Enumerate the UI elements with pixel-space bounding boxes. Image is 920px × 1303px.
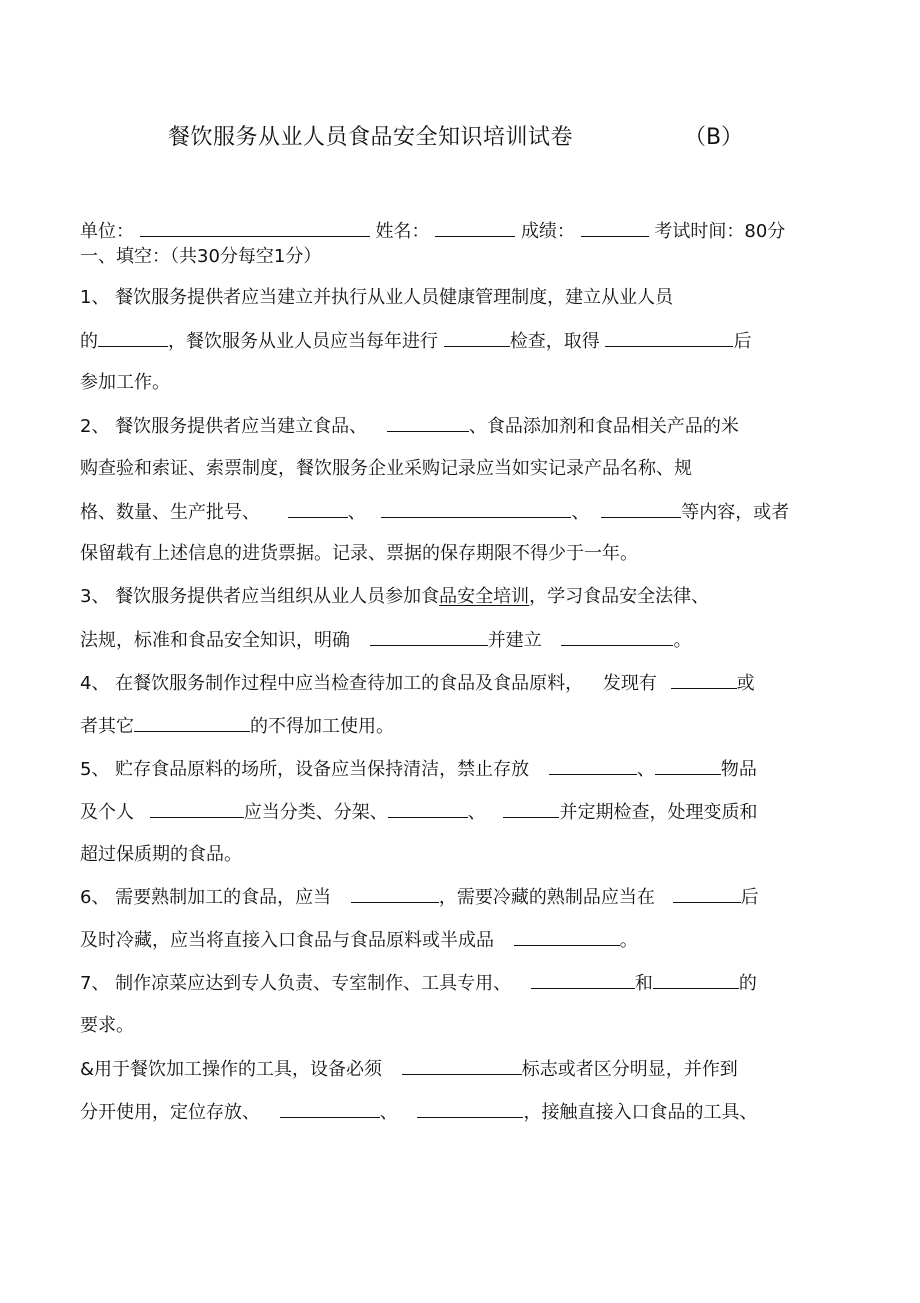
q2-blank-2[interactable]	[288, 499, 348, 518]
q1-text: 后	[733, 331, 752, 352]
q6-text: 。	[619, 930, 638, 951]
q2-blank-1[interactable]	[387, 413, 469, 432]
section-heading: 一、填空：（共30分每空1分）	[80, 246, 322, 267]
q7-text: 7、 制作凉菜应达到专人负责、专室制作、工具专用、	[80, 973, 512, 994]
q4-text: 4、 在餐饮服务制作过程中应当检查待加工的食品及食品原料，	[80, 673, 584, 694]
q2-text: 、	[347, 502, 366, 523]
info-line	[80, 218, 785, 245]
q3-text: 法规，标准和食品安全知识，明确	[80, 630, 350, 651]
q2-text: 格、数量、生产批号、	[80, 502, 260, 523]
q2-line1	[80, 413, 739, 440]
q8-text: 分开使用，定位存放、	[80, 1102, 260, 1123]
q7-text: 和	[634, 973, 653, 994]
q2-line3	[80, 499, 789, 526]
q1-line2	[80, 328, 820, 355]
name-blank[interactable]	[435, 218, 515, 237]
q5-text: 物品	[720, 759, 757, 780]
q1-text: 的	[80, 331, 98, 352]
q3-text: 并建立	[487, 630, 542, 651]
q1-text: ，餐饮服务从业人员应当每年进行	[168, 331, 438, 352]
q2-line2: 购查验和索证、索票制度，餐饮服务企业采购记录应当如实记录产品名称、规	[80, 458, 692, 479]
q7-blank-1[interactable]	[531, 970, 635, 989]
q5-text: 应当分类、分架、	[243, 802, 388, 823]
q5-text: 、	[467, 802, 486, 823]
q1-blank-3[interactable]	[605, 328, 733, 347]
q3-blank-1[interactable]	[370, 627, 488, 646]
q7-line1	[80, 970, 757, 997]
q5-blank-3[interactable]	[150, 799, 244, 818]
q4-blank-1[interactable]	[671, 670, 737, 689]
unit-blank[interactable]	[140, 218, 370, 237]
q4-text: 或	[736, 673, 755, 694]
document-title: 餐饮服务从业人员食品安全知识培训试卷	[168, 125, 574, 150]
q4-line1	[80, 670, 755, 697]
q7-blank-2[interactable]	[653, 970, 739, 989]
q8-text: &用于餐饮加工操作的工具，设备必须	[80, 1059, 383, 1080]
q8-text: 、	[379, 1102, 398, 1123]
q4-line2	[80, 713, 394, 740]
q8-text: 标志或者区分明显，并作到	[521, 1059, 738, 1080]
q6-blank-3[interactable]	[514, 927, 620, 946]
q8-line1	[80, 1056, 738, 1083]
q1-line3: 参加工作。	[80, 372, 170, 393]
q8-blank-2[interactable]	[280, 1099, 380, 1118]
q3-text: 。	[673, 630, 692, 651]
q5-text: 及个人	[80, 802, 134, 823]
q5-text: 、	[636, 759, 655, 780]
q2-blank-4[interactable]	[601, 499, 681, 518]
q2-text: 2、 餐饮服务提供者应当建立食品、	[80, 416, 368, 437]
q2-text: 、	[571, 502, 590, 523]
q5-blank-5[interactable]	[503, 799, 559, 818]
q4-text: 的不得加工使用。	[250, 716, 394, 737]
q2-blank-3[interactable]	[381, 499, 571, 518]
q3-underlined-text: 品安全培训	[439, 586, 530, 607]
score-label: 成绩：	[520, 221, 575, 242]
q6-line1	[80, 884, 759, 911]
q6-text: 6、 需要熟制加工的食品，应当	[80, 887, 332, 908]
q1-blank-2[interactable]	[444, 328, 510, 347]
q3-line2	[80, 627, 691, 654]
q1-blank-1[interactable]	[98, 328, 168, 347]
q6-blank-2[interactable]	[673, 884, 741, 903]
q1-text: 检查，取得	[509, 331, 600, 352]
q5-text: 并定期检查，处理变质和	[559, 802, 758, 823]
q3-blank-2[interactable]	[561, 627, 673, 646]
q1-line1: 1、 餐饮服务提供者应当建立并执行从业人员健康管理制度，建立从业人员	[80, 287, 674, 308]
q5-blank-1[interactable]	[549, 756, 637, 775]
q5-line3: 超过保质期的食品。	[80, 844, 242, 865]
q6-text: 后	[740, 887, 759, 908]
q2-line4: 保留载有上述信息的进货票据。记录、票据的保存期限不得少于一年。	[80, 543, 638, 564]
q5-blank-2[interactable]	[655, 756, 721, 775]
q7-text: 的	[738, 973, 757, 994]
q8-line2	[80, 1099, 757, 1126]
q3-text: ，学习食品安全法律、	[529, 586, 710, 607]
q5-line1	[80, 756, 757, 783]
q5-text: 5、 贮存食品原料的场所，设备应当保持清洁，禁止存放	[80, 759, 530, 780]
q5-line2	[80, 799, 757, 826]
q5-blank-4[interactable]	[388, 799, 468, 818]
score-blank[interactable]	[581, 218, 649, 237]
q3-text: 3、 餐饮服务提供者应当组织从业人员参加食	[80, 586, 440, 607]
q4-blank-2[interactable]	[134, 713, 250, 732]
q8-blank-1[interactable]	[402, 1056, 522, 1075]
time-label: 考试时间：80分	[654, 221, 786, 242]
q6-text: ，需要冷藏的熟制品应当在	[438, 887, 655, 908]
exam-version: （B）	[684, 125, 744, 150]
unit-label: 单位：	[80, 221, 134, 242]
q6-line2	[80, 927, 638, 954]
q6-text: 及时冷藏，应当将直接入口食品与食品原料或半成品	[80, 930, 494, 951]
q6-blank-1[interactable]	[351, 884, 439, 903]
q2-text: 、食品添加剂和食品相关产品的米	[468, 416, 739, 437]
q4-text: 发现有	[602, 673, 657, 694]
q8-text: ，接触直接入口食品的工具、	[523, 1102, 758, 1123]
q3-line1	[80, 584, 709, 610]
q2-text: 等内容，或者	[681, 502, 790, 523]
name-label: 姓名：	[375, 221, 430, 242]
q4-text: 者其它	[80, 716, 134, 737]
q8-blank-3[interactable]	[417, 1099, 523, 1118]
q7-line2: 要求。	[80, 1015, 134, 1036]
